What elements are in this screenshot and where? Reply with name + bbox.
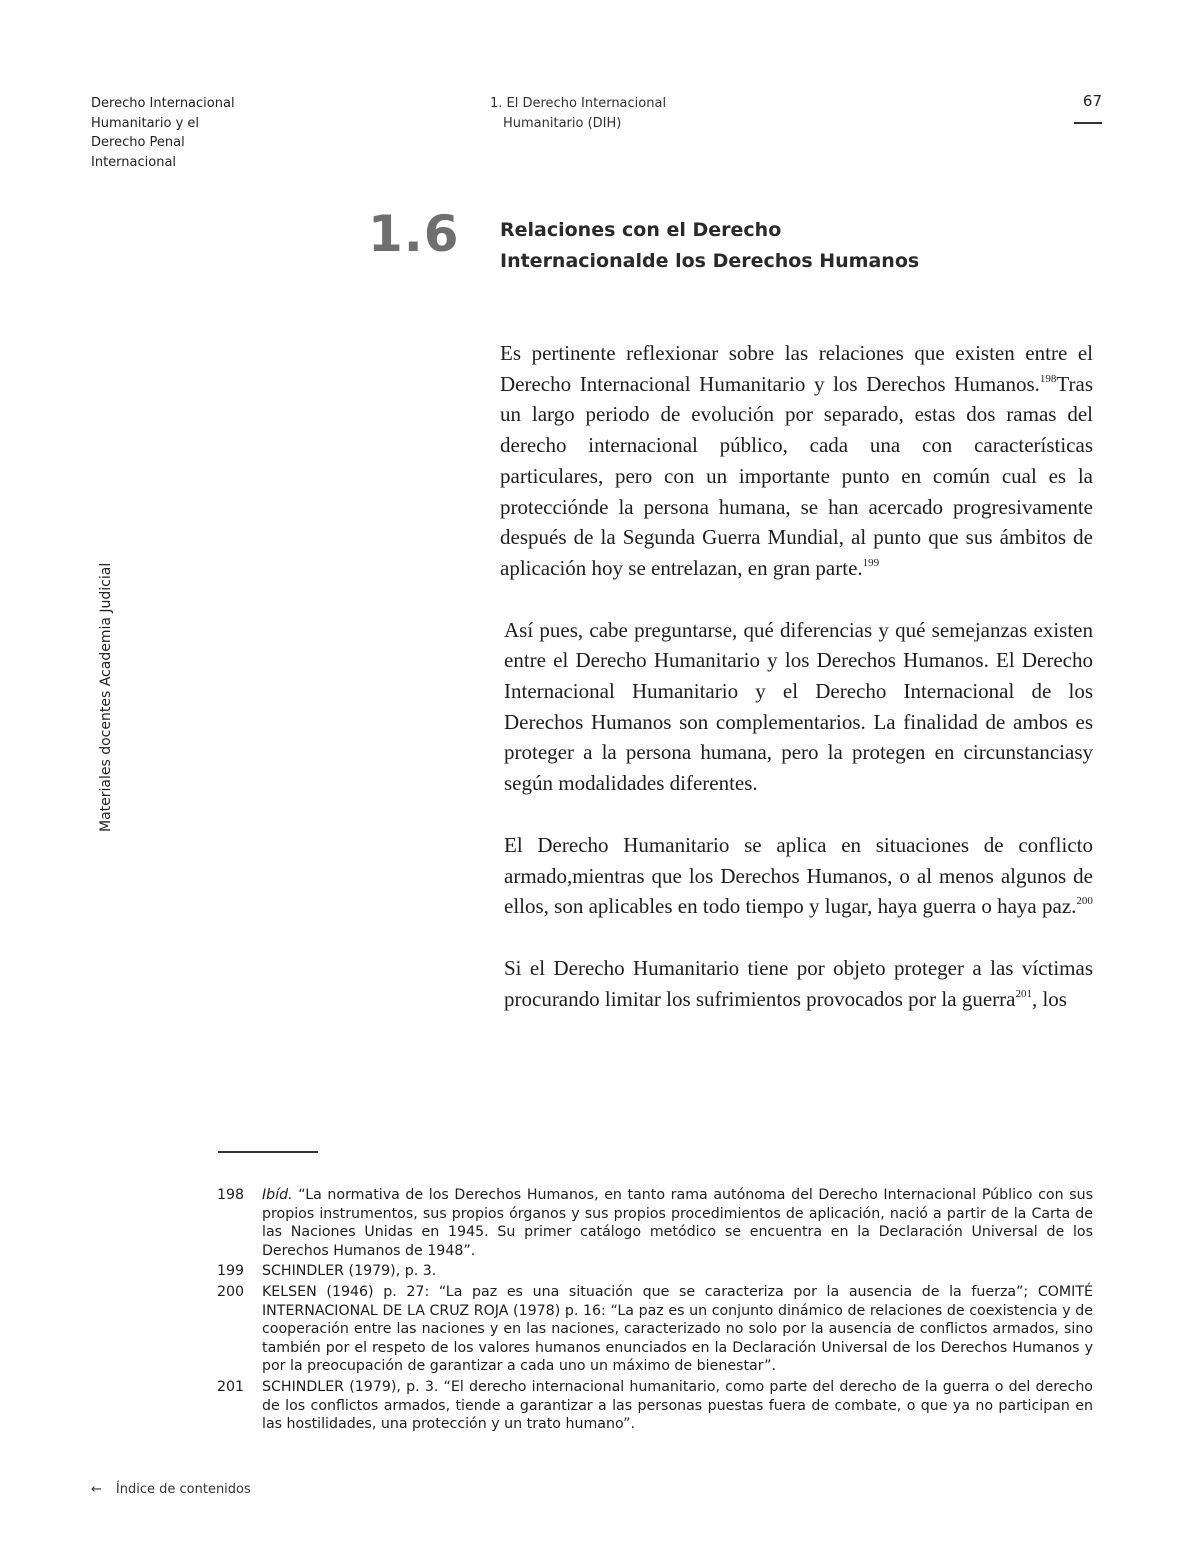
header-left-line: Derecho Penal: [91, 135, 185, 150]
footnote-separator: [218, 1151, 318, 1153]
paragraph: Así pues, cabe preguntarse, qué diferencias y qué semejanzas existen entre el Derecho Humanitario y los Derechos Humanos. El Derecho Internacional Humanitario y el Derecho Internacional de los Derechos Humanos son complementarios. La finalidad de ambos es proteger a la persona humana, pero la protegen en circunstanciasy según modalidades diferentes.: [504, 617, 1093, 796]
paragraph-text: Tras un largo periodo de evolución por separado, estas dos ramas del derecho internacional público, cada una con características particulares, pero con un importante punto en común cual es la protecciónde la persona humana, se han acercado progresivamente después de la Segunda Guerra Mundial, al punto que sus ámbitos de aplicación hoy se entrelazan, en gran parte.: [500, 371, 1093, 580]
footnote-text: KELSEN (1946) p. 27: “La paz es una situación que se caracteriza por la ausencia de la fuerza”; COMITÉ INTERNACIONAL DE LA CRUZ ROJA (1978) p. 16: “La paz es un conjunto dinámico de relaciones de coexistencia y de cooperación entre las naciones y en las naciones, caracterizado no solo por la ausencia de conflictos armados, sino también por el respeto de los valores humanos enunciados en la Declaración Universal de los Derechos Humanos y por la preocupación de garantizar a cada uno un máximo de bienestar”.: [262, 1283, 1093, 1375]
footnote-text: SCHINDLER (1979), p. 3. “El derecho internacional humanitario, como parte del derecho de la guerra o del derecho de los conflictos armados, tiende a garantizar a las personas puestas fuera de combate, o que ya no participan en las hostilidades, una protección y un trato humano”.: [262, 1378, 1093, 1433]
index-link[interactable]: [91, 1482, 251, 1497]
header-left-line: Internacional: [91, 154, 177, 170]
footnote: [217, 1186, 1093, 1260]
footnote: [217, 1378, 1093, 1434]
footnote: [217, 1283, 1093, 1376]
section-title-line: Relaciones con el Derecho: [500, 219, 782, 241]
footnote: [217, 1262, 1093, 1281]
footnotes: [217, 1186, 1093, 1436]
paragraph-text: , los: [1031, 986, 1067, 1011]
back-arrow-icon: ←: [91, 1482, 102, 1497]
footnote-number: 201: [217, 1378, 245, 1395]
footnote-text: [262, 1186, 1093, 1260]
paragraph: [500, 830, 1093, 922]
running-header-chapter: [490, 94, 720, 133]
paragraph-text: El Derecho Humanitario se aplica en situaciones de conflicto armado,mientras que los Derechos Humanos, o al menos algunos de ellos, son aplicables en todo tiempo y lugar, haya guerra o haya paz.: [504, 832, 1093, 919]
footnote-ref[interactable]: 201: [1015, 987, 1032, 1000]
side-label: Materiales docentes Academia Judicial: [98, 562, 114, 832]
section-number: 1.6: [368, 205, 460, 263]
header-left-line: Humanitario y el: [91, 115, 200, 131]
header-chapter-line: 1. El Derecho Internacional: [490, 96, 667, 111]
section-title: [500, 215, 1100, 277]
paragraph: [500, 953, 1093, 1014]
footnote-ref[interactable]: 200: [1076, 895, 1093, 908]
section-title-line: Internacionalde los Derechos Humanos: [500, 250, 920, 272]
paragraph-text: Si el Derecho Humanitario tiene por objeto proteger a las víctimas procurando limitar los sufrimientos provocados por la guerra: [504, 955, 1093, 1011]
page-number: 67: [1082, 92, 1102, 110]
footnote-ref[interactable]: 199: [862, 556, 880, 569]
paragraph-text: Es pertinente reflexionar sobre las relaciones que existen entre el Derecho Internacional Humanitario y los Derechos Humanos.: [500, 341, 1093, 396]
body-text: [500, 338, 1093, 1045]
footnote-ref[interactable]: 198: [1039, 372, 1057, 385]
index-link-label: Índice de contenidos: [115, 1482, 251, 1497]
footnote-body: “La normativa de los Derechos Humanos, en tanto rama autónoma del Derecho Internacional Público con sus propios instrumentos, sus propios órganos y sus propios procedimientos de aplicación, nació a partir de la Carta de las Naciones Unidas en 1945. Su primer catálogo metódico se encuentra en la Declaración Universal de los Derechos Humanos de 1948”.: [262, 1187, 1093, 1259]
paragraph: [500, 338, 1093, 584]
footnote-lead: Ibíd.: [262, 1187, 293, 1203]
footnote-number: 198: [217, 1187, 245, 1203]
footnote-number: 200: [217, 1283, 245, 1300]
page-number-rule: [1074, 122, 1102, 124]
footnote-text: SCHINDLER (1979), p. 3.: [262, 1263, 437, 1280]
header-chapter-line: Humanitario (DIH): [503, 115, 622, 131]
footnote-number: 199: [217, 1263, 245, 1280]
header-left-line: Derecho Internacional: [91, 96, 235, 111]
running-header-left: [91, 94, 291, 172]
